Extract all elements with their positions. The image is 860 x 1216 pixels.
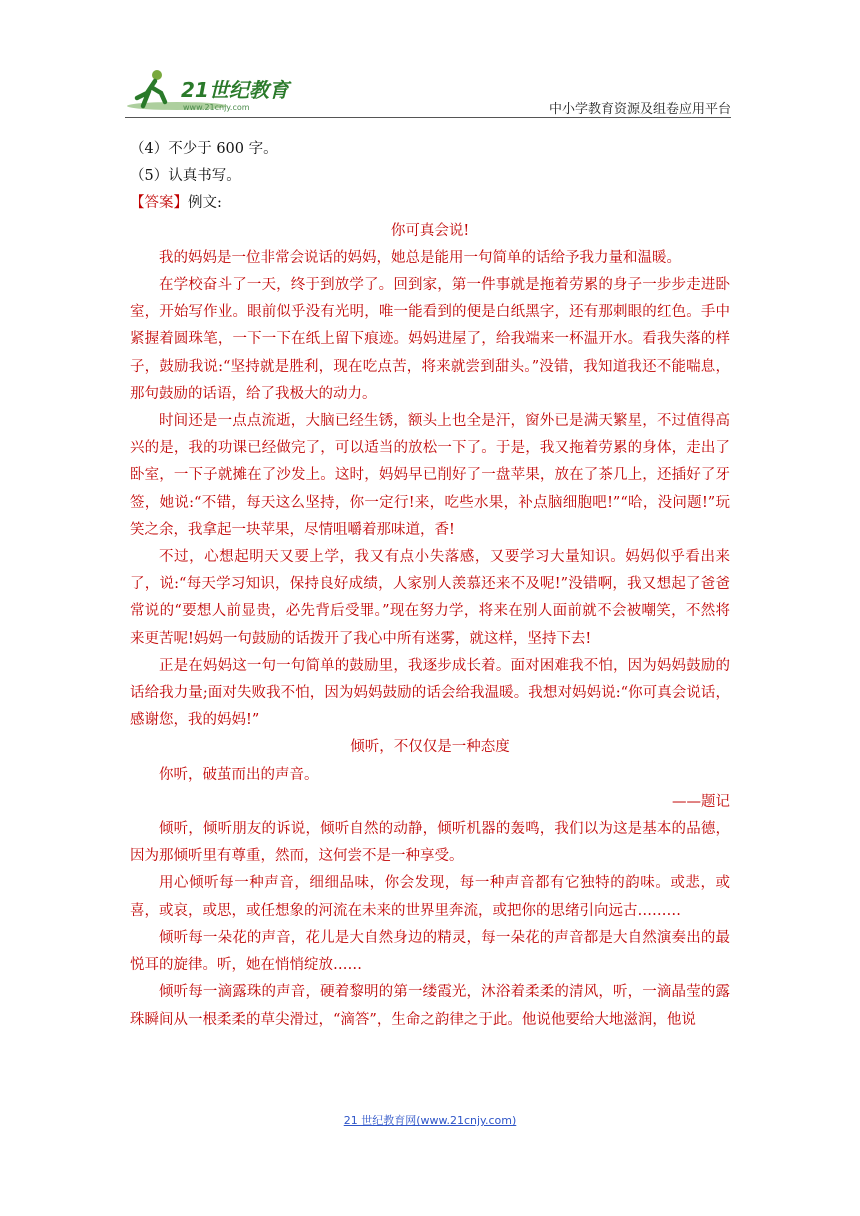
answer-suffix: 例文: — [188, 195, 222, 212]
platform-label: 中小学教育资源及组卷应用平台 — [548, 102, 731, 117]
essay2-paragraph: 倾听每一朵花的声音，花儿是大自然身边的精灵，每一朵花的声音都是大自然演奏出的最悦耳的旋律。听，她在悄悄绽放…… — [130, 929, 730, 974]
footer-link[interactable]: 21 世纪教育网(www.21cnjy.com) — [343, 1114, 517, 1127]
essay2-epigraph-note: ——题记 — [672, 793, 730, 810]
logo — [125, 66, 295, 114]
essay2-paragraph: 倾听每一滴露珠的声音，硬着黎明的第一缕霞光，沐浴着柔柔的清风，听，一滴晶莹的露珠瞬间从一根柔柔的草尖滑过，“滴答”，生命之韵律之于此。他说他要给大地滋润，他说 — [130, 984, 730, 1028]
essay1-paragraph: 正是在妈妈这一句一句简单的鼓励里，我逐步成长着。面对困难我不怕，因为妈妈鼓励的话给我力量;面对失败我不怕，因为妈妈鼓励的话会给我温暖。我想对妈妈说:“你可真会说话，感谢您，我的妈妈!” — [130, 657, 730, 729]
logo-url-text: www.21cnjy.com — [183, 103, 250, 112]
requirement-5: （5）认真书写。 — [130, 168, 241, 185]
essay1-paragraph: 时间还是一点点流逝，大脑已经生锈，额头上也全是汗，窗外已是满天繁星，不过值得高兴的是，我的功课已经做完了，可以适当的放松一下了。于是，我又拖着劳累的身体，走出了卧室，一下子就摊在了沙发上。这时，妈妈早已削好了一盘苹果，放在了茶几上，还插好了牙签，她说:“不错，每天这么坚持，你一定行!来，吃些水果，补点脑细胞吧!”“哈，没问题!”玩笑之余，我拿起一块苹果，尽情咀嚼着那味道，香! — [130, 413, 730, 538]
header-divider — [125, 117, 731, 118]
essay2-paragraph: 用心倾听每一种声音，细细品味，你会发现，每一种声音都有它独特的韵味。或悲，或喜，或哀，或思，或任想象的河流在未来的世界里奔流，或把你的思绪引向远古……… — [130, 875, 730, 919]
essay2-paragraph: 倾听，倾听朋友的诉说，倾听自然的动静，倾听机器的轰鸣，我们以为这是基本的品德，因为那倾听里有尊重，然而，这何尝不是一种享受。 — [130, 821, 730, 865]
document-body — [130, 136, 730, 1034]
essay2-title: 倾听，不仅仅是一种态度 — [350, 739, 510, 756]
essay1-paragraph: 不过，心想起明天又要上学，我又有点小失落感，又要学习大量知识。妈妈似乎看出来了，说:“每天学习知识，保持良好成绩，人家别人羡慕还来不及呢!”没错啊，我又想起了爸爸常说的“要想人前显贵，必先背后受罪。”现在努力学，将来在别人面前就不会被嘲笑，不然将来更苦呢!妈妈一句鼓励的话拨开了我心中所有迷雾，就这样，坚持下去! — [130, 549, 730, 647]
essay1-paragraph: 在学校奋斗了一天，终于到放学了。回到家，第一件事就是拖着劳累的身子一步步走进卧室，开始写作业。眼前似乎没有光明，唯一能看到的便是白纸黑字，还有那刺眼的红色。手中紧握着圆珠笔，一下一下在纸上留下痕迹。妈妈进屋了，给我端来一杯温开水。看我失落的样子，鼓励我说:“坚持就是胜利，现在吃点苦，将来就尝到甜头。”没错，我知道我还不能喘息，那句鼓励的话语，给了我极大的动力。 — [130, 277, 730, 402]
answer-line — [130, 190, 730, 217]
essay1-paragraph: 我的妈妈是一位非常会说话的妈妈，她总是能用一句简单的话给予我力量和温暖。 — [159, 249, 681, 266]
essay1-title: 你可真会说! — [390, 222, 470, 239]
page-header — [125, 66, 731, 118]
answer-label: 【答案】 — [130, 195, 188, 212]
essay2-epigraph: 你听，破茧而出的声音。 — [159, 766, 319, 783]
logo-text: 21世纪教育 — [181, 78, 289, 102]
requirement-4: （4）不少于 600 字。 — [130, 141, 278, 157]
